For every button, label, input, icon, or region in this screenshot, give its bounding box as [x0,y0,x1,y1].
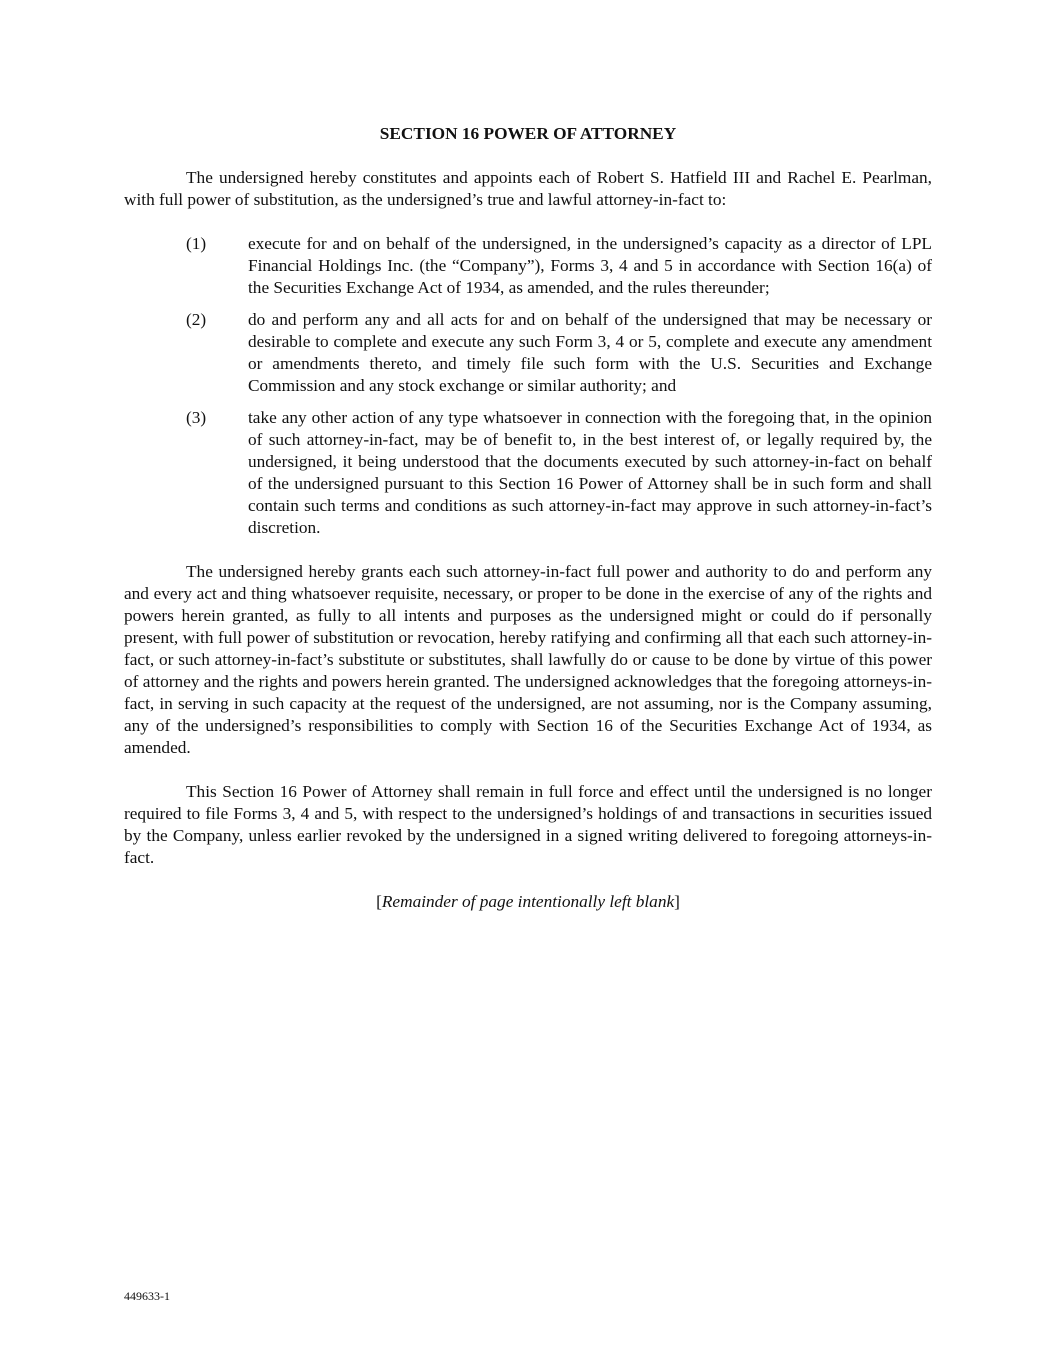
list-item [124,407,932,539]
list-item-number: (3) [186,408,207,427]
document-title: SECTION 16 POWER OF ATTORNEY [379,124,677,143]
term-paragraph: This Section 16 Power of Attorney shall remain in full force and effect until the undersigned is no longer required to file Forms 3, 4 and 5, with respect to the undersigned’s holdings of and transactions in securities issued by the Company, unless earlier revoked by the undersigned in a signed writing delivered to foregoing attorneys-in-fact. [124,782,932,867]
list-item [124,309,932,397]
blank-page-note-text: Remainder of page intentionally left blank [381,892,675,911]
list-item [124,233,932,299]
blank-page-note [124,891,932,913]
grant-paragraph: The undersigned hereby grants each such attorney-in-fact full power and authority to do and perform any and every act and thing whatsoever requisite, necessary, or proper to be done in the exercise of any of the rights and powers herein granted, as fully to all intents and purposes as the undersigned might or could do if personally present, with full power of substitution or revocation, hereby ratifying and confirming all that each such attorney-in-fact, or such attorney-in-fact’s substitute or substitutes, shall lawfully do or cause to be done by virtue of this power of attorney and the rights and powers herein granted. The undersigned acknowledges that the foregoing attorneys-in-fact, in serving in such capacity at the request of the undersigned, are not assuming, nor is the Company assuming, any of the undersigned’s responsibilities to comply with Section 16 of the Securities Exchange Act of 1934, as amended. [124,562,932,757]
list-item-number: (1) [186,234,207,253]
document-page [124,123,932,913]
bracket-open: [ [376,892,382,911]
list-item-text: take any other action of any type whatsoever in connection with the foregoing that, in the opinion of such attorney-in-fact, may be of benefit to, in the best interest of, or legally required by, the undersigned, it being understood that the documents executed by such attorney-in-fact on behalf of the undersigned pursuant to this Section 16 Power of Attorney shall be in such form and shall contain such terms and conditions as such attorney-in-fact may approve in such attorney-in-fact’s discretion. [248,408,932,537]
list-item-text: do and perform any and all acts for and on behalf of the undersigned that may be necessary or desirable to complete and execute any such Form 3, 4 or 5, complete and execute any amendment or amendments thereto, and timely file such form with the U.S. Securities and Exchange Commission and any stock exchange or similar authority; and [248,310,932,395]
intro-paragraph: The undersigned hereby constitutes and appoints each of Robert S. Hatfield III and Rachel E. Pearlman, with full power of substitution, as the undersigned’s true and lawful attorney-in-fact to: [124,168,932,209]
document-id: 449633-1 [124,1289,170,1303]
list-item-number: (2) [186,310,207,329]
bracket-close: ] [674,892,680,911]
list-item-text: execute for and on behalf of the undersigned, in the undersigned’s capacity as a director of LPL Financial Holdings Inc. (the “Company”), Forms 3, 4 and 5 in accordance with Section 16(a) of the Securities Exchange Act of 1934, as amended, and the rules thereunder; [248,234,932,297]
powers-list [124,233,932,539]
